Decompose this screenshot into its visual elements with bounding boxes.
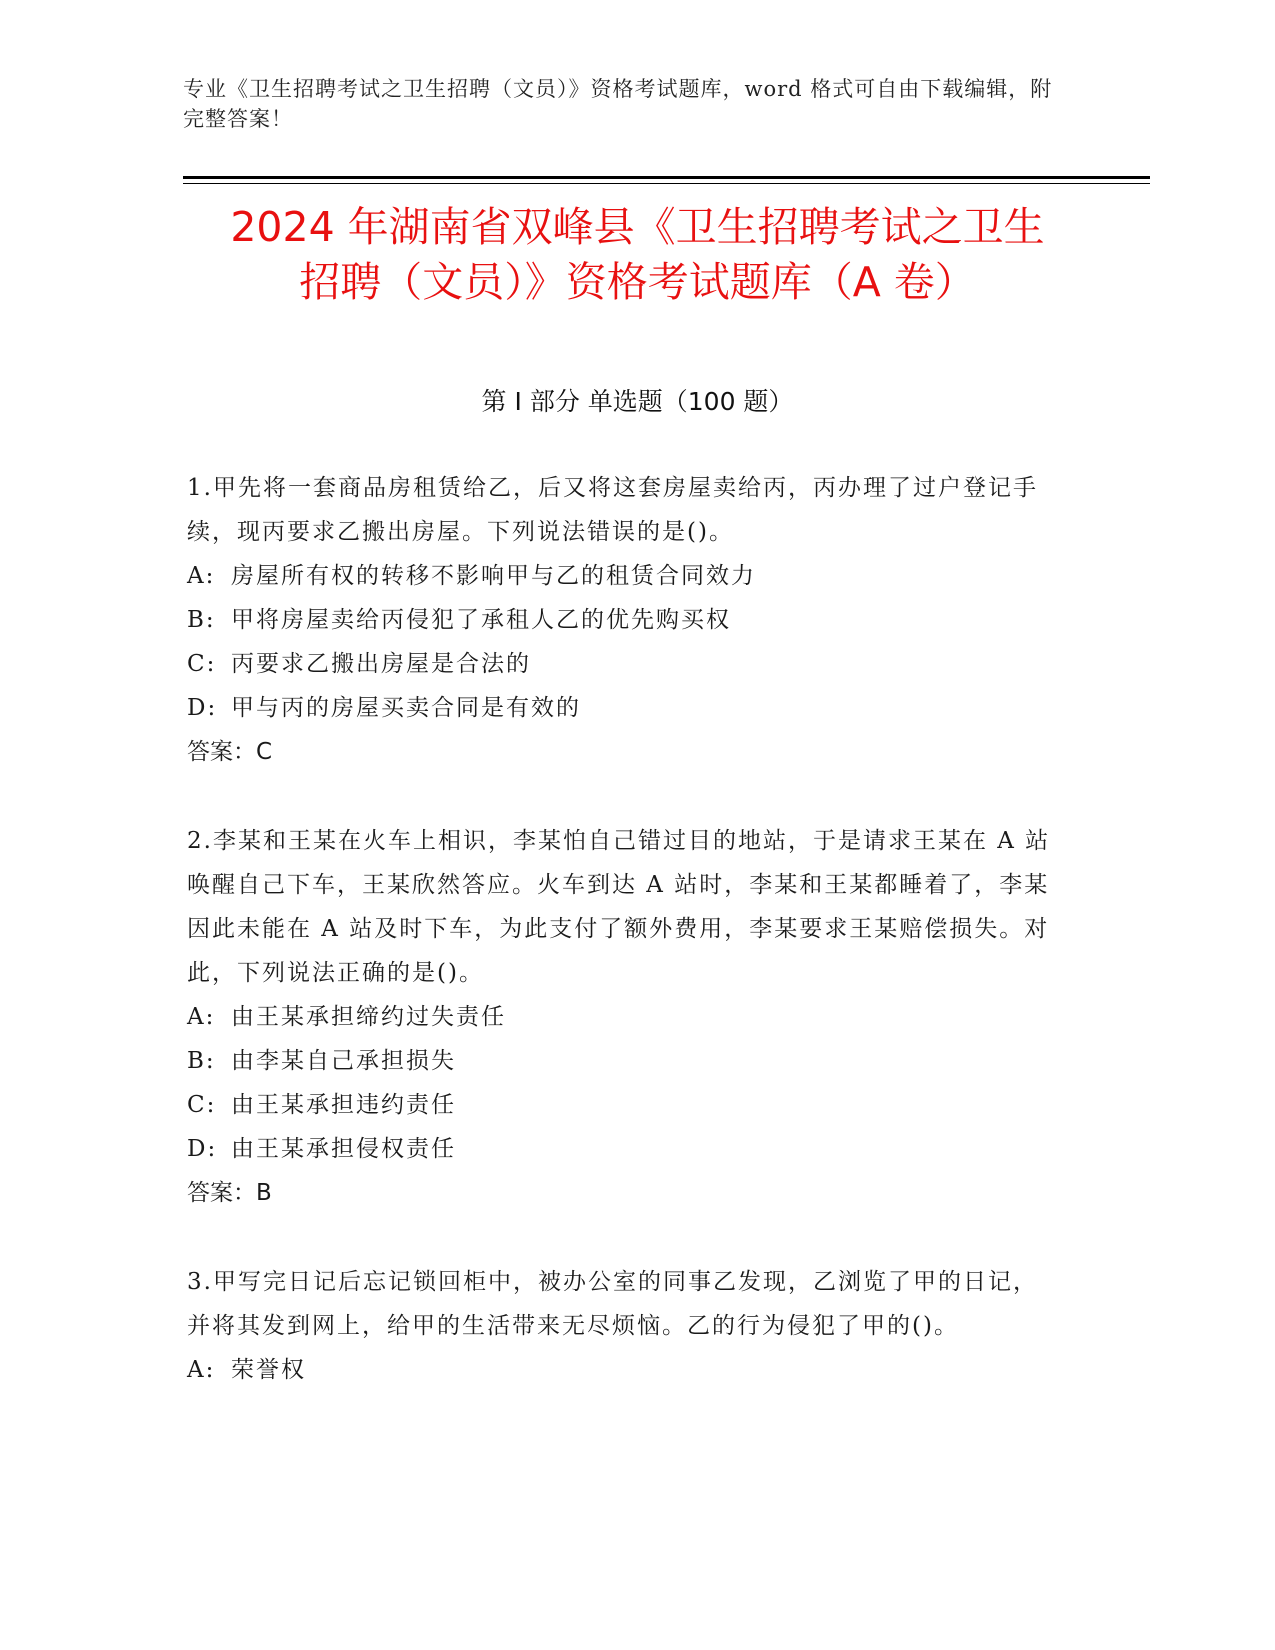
option-key: C: bbox=[187, 1092, 217, 1118]
header-divider-thin bbox=[183, 183, 1150, 184]
answer-line: 答案：B bbox=[187, 1180, 272, 1206]
option-key: B: bbox=[187, 1048, 216, 1074]
question-stem: 2.李某和王某在火车上相识，李某怕自己错过目的地站，于是请求王某在 A 站唤醒自己下车，王某欣然答应。火车到达 A 站时，李某和王某都睡着了，李某因此未能在 A 站及时下车，为此支付了额外费用，李某要求王某赔偿损失。对此，下列说法正确的是()。 bbox=[187, 828, 1051, 986]
option-c bbox=[187, 642, 1057, 686]
question-stem: 3.甲写完日记后忘记锁回柜中，被办公室的同事乙发现，乙浏览了甲的日记，并将其发到网上，给甲的生活带来无尽烦恼。乙的行为侵犯了甲的()。 bbox=[187, 1269, 1038, 1339]
option-text: 由王某承担违约责任 bbox=[231, 1092, 456, 1118]
question-1 bbox=[187, 466, 1057, 774]
document-title-line-2: 招聘（文员）》资格考试题库（A 卷） bbox=[299, 258, 976, 306]
option-key: B: bbox=[187, 607, 216, 633]
header-divider-thick bbox=[183, 176, 1150, 179]
option-b bbox=[187, 1039, 1057, 1083]
option-key: D: bbox=[187, 1136, 218, 1162]
option-text: 甲与丙的房屋买卖合同是有效的 bbox=[231, 695, 581, 721]
option-text: 由王某承担缔约过失责任 bbox=[231, 1004, 506, 1030]
option-c bbox=[187, 1083, 1057, 1127]
option-a bbox=[187, 995, 1057, 1039]
option-a bbox=[187, 1348, 1057, 1392]
option-text: 丙要求乙搬出房屋是合法的 bbox=[231, 651, 531, 677]
question-list bbox=[187, 466, 1057, 1437]
option-text: 荣誉权 bbox=[231, 1357, 306, 1383]
option-a bbox=[187, 554, 1057, 598]
answer-line: 答案：C bbox=[187, 739, 273, 765]
option-text: 房屋所有权的转移不影响甲与乙的租赁合同效力 bbox=[231, 563, 756, 589]
document-title bbox=[150, 200, 1125, 310]
option-text: 由王某承担侵权责任 bbox=[231, 1136, 456, 1162]
question-2 bbox=[187, 819, 1057, 1215]
header-note: 专业《卫生招聘考试之卫生招聘（文员）》资格考试题库，word 格式可自由下载编辑，附完整答案！ bbox=[183, 77, 1053, 131]
question-stem: 1.甲先将一套商品房租赁给乙，后又将这套房屋卖给丙，丙办理了过户登记手续，现丙要求乙搬出房屋。下列说法错误的是()。 bbox=[187, 475, 1038, 545]
option-key: A: bbox=[187, 1357, 216, 1383]
option-key: D: bbox=[187, 695, 218, 721]
option-key: A: bbox=[187, 563, 216, 589]
option-d bbox=[187, 1127, 1057, 1171]
option-key: A: bbox=[187, 1004, 216, 1030]
question-3 bbox=[187, 1260, 1057, 1392]
option-text: 由李某自己承担损失 bbox=[231, 1048, 456, 1074]
document-title-line-1: 2024 年湖南省双峰县《卫生招聘考试之卫生 bbox=[230, 203, 1045, 251]
option-key: C: bbox=[187, 651, 217, 677]
option-text: 甲将房屋卖给丙侵犯了承租人乙的优先购买权 bbox=[231, 607, 731, 633]
option-d bbox=[187, 686, 1057, 730]
option-b bbox=[187, 598, 1057, 642]
section-title: 第 I 部分 单选题（100 题） bbox=[481, 387, 794, 416]
